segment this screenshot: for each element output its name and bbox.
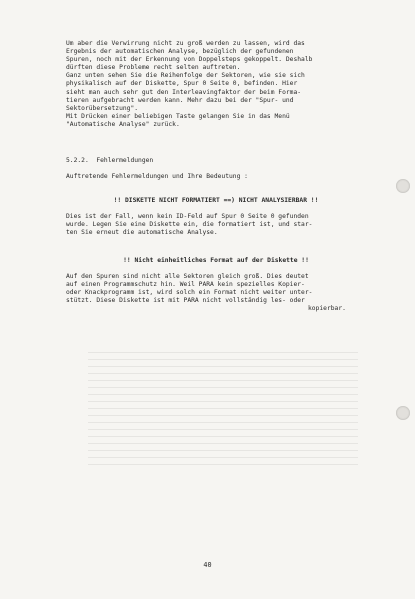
error-heading: !! DISKETTE NICHT FORMATIERT ==) NICHT ANALYSIERBAR !! (113, 197, 319, 204)
paragraph-line: dürften diese Probleme recht selten auftreten. (66, 64, 241, 72)
paragraph-line: stützt. Diese Diskette ist mit PARA nicht vollständig les- oder (66, 297, 305, 305)
paragraph-line: Sektorübersetzung". (66, 104, 139, 112)
paragraph-line: auf einen Programmschutz hin. Weil PARA kein spezielles Kopier- (66, 281, 305, 289)
paragraph-line: Ganz unten sehen Sie die Reihenfolge der Sektoren, wie sie sich (66, 72, 305, 80)
page-number: 40 (203, 561, 212, 569)
paragraph-line: Mit Drücken einer beliebigen Taste gelangen Sie in das Menü (66, 112, 290, 120)
paragraph-line: oder Knackprogramm ist, wird solch ein Format nicht weiter unter- (66, 289, 313, 297)
error-heading-inconsistent-format (66, 257, 366, 265)
error-heading: !! Nicht einheitliches Format auf der Diskette !! (123, 257, 309, 264)
paragraph-line: "Automatische Analyse" zurück. (66, 120, 180, 128)
paragraph-line: wurde. Legen Sie eine Diskette ein, die formatiert ist, und star- (66, 221, 313, 229)
punch-hole-upper (396, 179, 410, 193)
paragraph-line: Auf den Spuren sind nicht alle Sektoren gleich groß. Dies deutet (66, 273, 309, 280)
paragraph-line: tieren aufgebracht werden kann. Mehr dazu bei der "Spur- und (66, 96, 294, 104)
section-heading (66, 157, 366, 165)
error-heading-not-formatted (66, 197, 366, 205)
section-title: Fehlermeldungen (96, 157, 154, 164)
section-intro-line: Auftretende Fehlermeldungen und Ihre Bedeutung : (66, 173, 248, 180)
show-through-shadow (88, 346, 358, 466)
paragraph-line: Ergebnis der automatischen Analyse, bezüglich der gefundenen (66, 48, 294, 56)
paragraph-line: Dies ist der Fall, wenn kein ID-Feld auf Spur 0 Seite 0 gefunden (66, 213, 309, 220)
paragraph-analysis-result (66, 40, 366, 129)
paragraph-line: kopierbar. (308, 305, 346, 313)
paragraph-line: Spuren, noch mit der Erkennung von Doppelsteps gekoppelt. Deshalb (66, 56, 313, 64)
paragraph-line: physikalisch auf der Diskette, Spur 0 Seite 0, befinden. Hier (66, 80, 298, 88)
error-description-not-formatted (66, 213, 366, 237)
section-number: 5.2.2. (66, 157, 89, 164)
paragraph-line: sieht man auch sehr gut den Interleavingfaktor der beim Forma- (66, 88, 302, 96)
paragraph-line: ten Sie erneut die automatische Analyse. (66, 229, 218, 237)
paragraph-line: Um aber die Verwirrung nicht zu groß werden zu lassen, wird das (66, 40, 305, 47)
punch-hole-lower (396, 406, 410, 420)
error-description-inconsistent-format (66, 273, 366, 313)
section-intro (66, 173, 366, 181)
